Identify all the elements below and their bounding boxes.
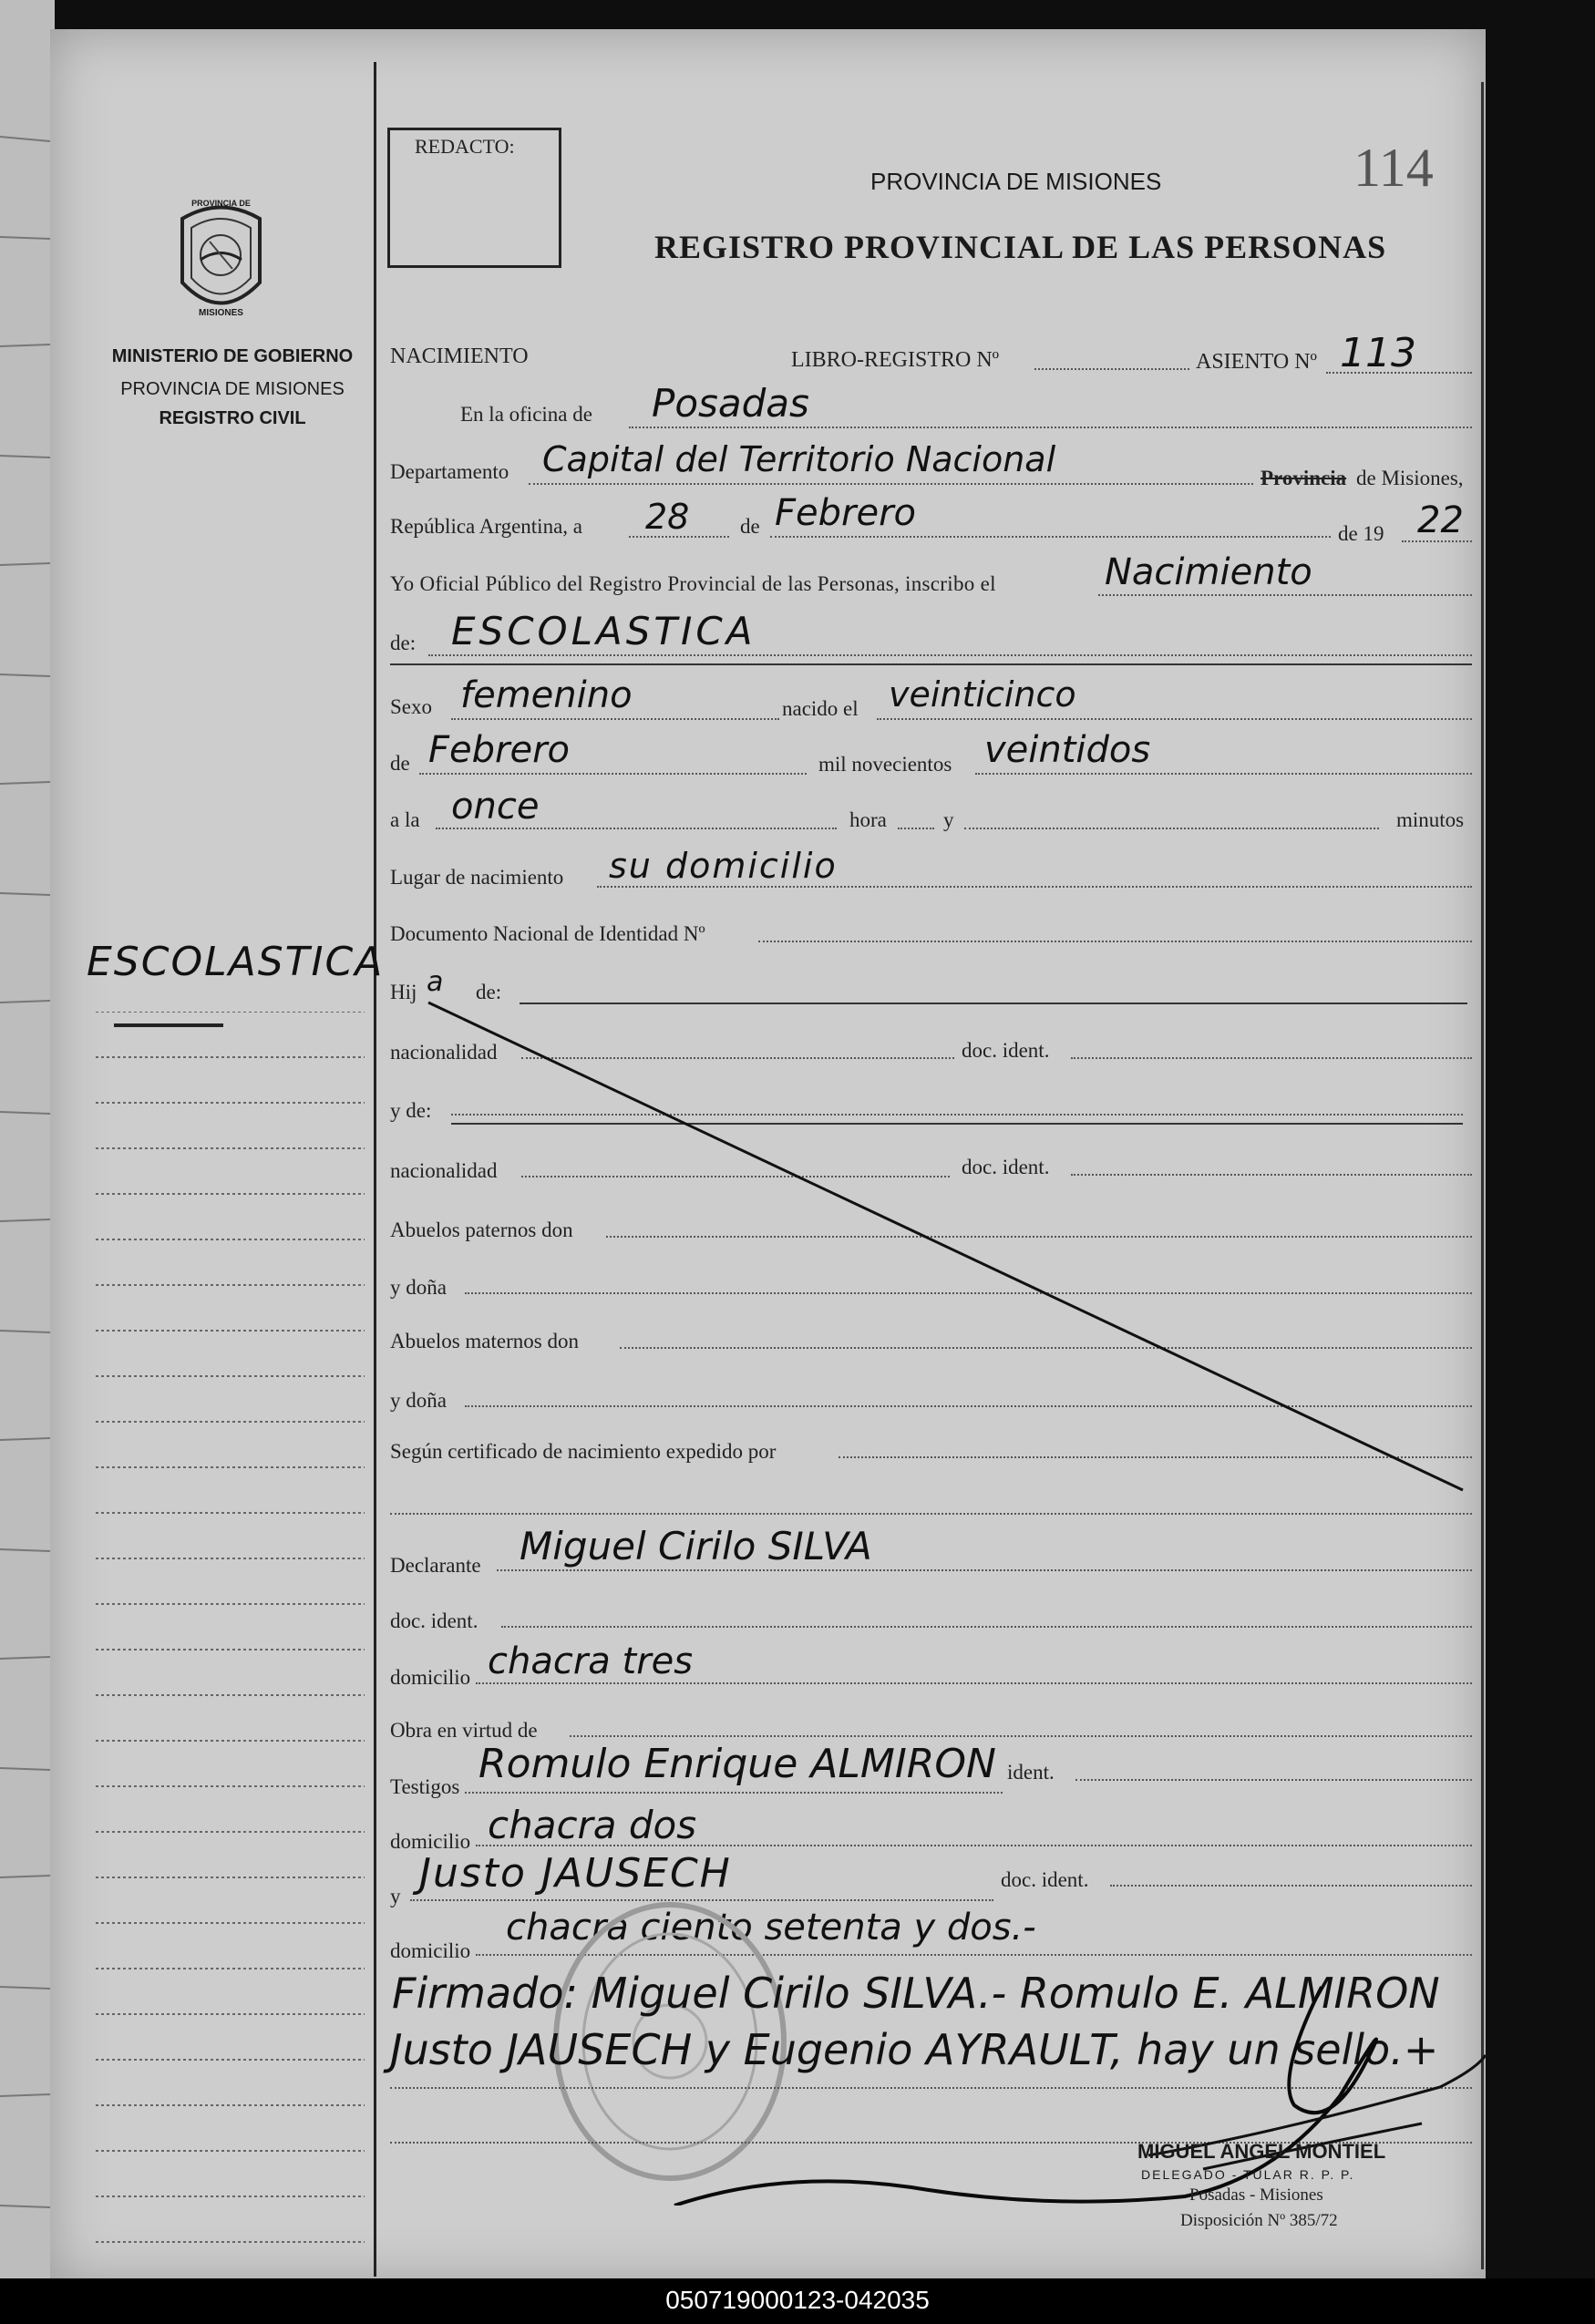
doc-ident-label-3: doc. ident. [390,1609,478,1632]
lugar-label: Lugar de nacimiento [390,866,564,889]
nacido-value: veinticinco [889,674,1076,715]
firmado-line-1: Firmado: Miguel Cirilo SILVA.- Romulo E. ALMIRON [392,1969,1440,2018]
sexo-line [451,718,779,720]
nacido-el-label: nacido el [782,697,859,720]
mes-nac-value: Febrero [428,729,570,771]
republica-label: República Argentina, a [390,515,582,538]
obra-label: Obra en virtud de [390,1719,538,1742]
nacimiento-label: NACIMIENTO [390,344,529,368]
abuelos-maternos-label: Abuelos maternos don [390,1330,579,1352]
seal-top-text: PROVINCIA DE [191,199,251,208]
doc-ident-label-1: doc. ident. [962,1039,1050,1062]
stamp-role: DELEGADO - TULAR R. P. P. [1141,2167,1355,2182]
provincial-seal-emblem [169,196,273,324]
minutos-label: minutos [1396,808,1465,831]
declarante-line [497,1569,1472,1571]
stamp-disposicion: Disposición Nº 385/72 [1180,2211,1338,2230]
anio-value: 22 [1417,499,1464,541]
province-side-label: PROVINCIA DE MISIONES [120,379,345,399]
seal-bottom-text: MISIONES [199,308,243,318]
page-number: 114 [1353,138,1434,198]
lugar-line [597,886,1472,888]
mes-line [770,536,1331,538]
abuelos-paternos-label: Abuelos paternos don [390,1219,573,1241]
nombre-rule [390,663,1472,665]
segun-line-2 [390,1513,1472,1515]
documento-label: Documento Nacional de Identidad Nº [390,922,705,945]
domicilio-label-2: domicilio [390,1830,471,1853]
stamp-place: Posadas - Misiones [1189,2185,1323,2205]
hij-label: Hij [390,981,417,1003]
testigo2-value: Justo JAUSECH [419,1850,732,1897]
declarante-label: Declarante [390,1554,481,1577]
ident-line [1075,1779,1472,1781]
hora-label: hora [849,808,887,831]
margin-name-note: ESCOLASTICA [87,939,385,985]
footer-barcode-text: 050719000123-042035 [0,2278,1595,2324]
y-label-2: y [390,1885,401,1908]
hora-value: once [451,786,540,828]
domicilio-t1-value: chacra dos [488,1803,697,1847]
provincia-struck-label: Provincia [1261,467,1347,489]
y-dona-label-2: y doña [390,1389,447,1412]
registry-title: REGISTRO PROVINCIAL DE LAS PERSONAS [654,229,1387,265]
margin-ruled-lines [96,1012,369,2269]
doc-ident-label-4: doc. ident. [1001,1868,1089,1891]
firmado-line-2: Justo JAUSECH y Eugenio AYRAULT, hay un sello.+ [390,2025,1439,2074]
sexo-value: femenino [460,674,633,716]
testigo1-line [465,1792,1003,1794]
right-border [1481,82,1484,2269]
mil-novecientos-label: mil novecientos [818,753,952,776]
oficina-line [629,427,1472,428]
doc-ident-label-2: doc. ident. [962,1156,1050,1178]
departamento-value: Capital del Territorio Nacional [542,439,1056,479]
hora-gap-line [898,828,934,829]
anio-nac-value: veintidos [984,729,1151,771]
column-divider [374,62,376,2277]
domicilio-label-3: domicilio [390,1939,471,1962]
official-signature [638,1969,1495,2206]
y-de-label: y de: [390,1099,432,1122]
nombre-line [428,654,1472,656]
de-19-label: de 19 [1338,522,1384,545]
y-label-1: y [943,808,954,831]
de-colon-label: de: [390,632,417,654]
oficina-value: Posadas [652,381,809,426]
nacionalidad-label-2: nacionalidad [390,1159,498,1182]
ministry-label: MINISTERIO DE GOBIERNO [111,346,354,366]
stamp-name: MIGUEL ANGEL MONTIEL [1137,2140,1386,2163]
oficina-label: En la oficina de [460,403,592,426]
de-label-1: de [740,515,760,538]
lugar-value: su domicilio [609,846,838,886]
testigo1-value: Romulo Enrique ALMIRON [478,1741,996,1787]
mes-nac-line [419,773,807,775]
departamento-label: Departamento [390,460,509,483]
libro-registro-label: LIBRO-REGISTRO Nº [791,348,1000,372]
asiento-label: ASIENTO Nº [1196,350,1317,374]
de-label-2: de [390,752,410,775]
testigos-label: Testigos [390,1775,460,1798]
domicilio-label-1: domicilio [390,1666,471,1689]
de-misiones-label: de Misiones, [1356,467,1464,489]
hij-de-label: de: [476,981,502,1003]
province-heading: PROVINCIA DE MISIONES [870,168,1162,195]
hora-value-line [436,828,837,829]
domicilio-line-1 [476,1682,1472,1684]
hij-suffix: a [427,966,444,998]
y-dona-label-1: y doña [390,1276,447,1299]
libro-registro-line [1034,368,1189,370]
departamento-line [529,483,1253,485]
documento-line [758,941,1472,942]
a-la-label: a la [390,808,420,831]
redacto-label: REDACTO: [415,135,515,158]
inscribe-value: Nacimiento [1105,551,1312,593]
nacido-line [877,718,1472,720]
anio-nac-line [975,773,1472,775]
obra-line [570,1735,1472,1737]
diagonal-strike-line [419,993,1467,1495]
segun-label: Según certificado de nacimiento expedido por [390,1440,777,1463]
dia-value: 28 [645,497,690,537]
sexo-label: Sexo [390,695,432,718]
nombre-value: ESCOLASTICA [451,609,756,653]
asiento-value: 113 [1340,330,1416,376]
ident-label: ident. [1007,1761,1055,1784]
mes-value: Febrero [775,492,916,534]
doc-ident-line-4 [1110,1885,1472,1887]
minutos-line [964,828,1379,829]
yo-oficial-label: Yo Oficial Público del Registro Provincial de las Personas, inscribo el [390,572,996,595]
binding-lines [0,0,55,2278]
declarante-value: Miguel Cirilo SILVA [520,1524,872,1568]
civil-registry-label: REGISTRO CIVIL [159,408,306,428]
domicilio-t2-value: chacra ciento setenta y dos.- [506,1907,1036,1949]
nacionalidad-label-1: nacionalidad [390,1041,498,1064]
domicilio-decl-value: chacra tres [488,1640,694,1682]
inscribe-line [1098,594,1472,596]
doc-ident-line-3 [501,1626,1472,1628]
